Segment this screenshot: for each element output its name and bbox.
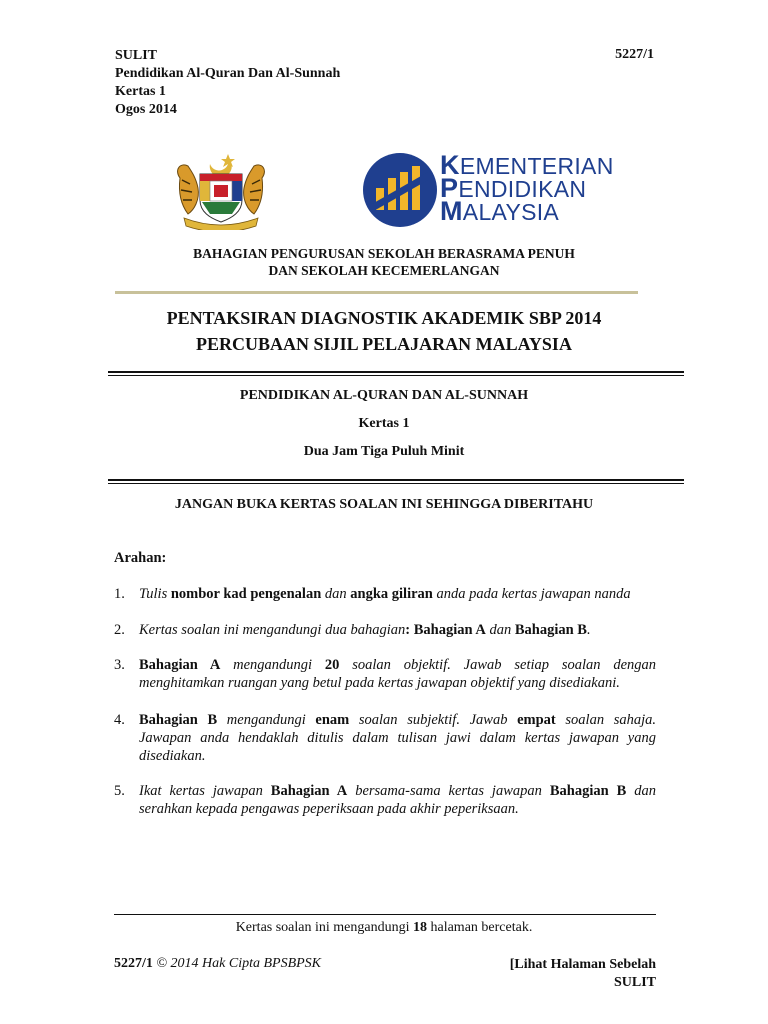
ministry-line1-rest: EMENTERIAN xyxy=(459,153,614,179)
instruction-fragment: bersama-sama kertas jawapan xyxy=(347,783,550,799)
instructions-label: Arahan: xyxy=(114,550,167,566)
instruction-number: 5. xyxy=(114,783,125,799)
instruction-emphasis: nombor kad pengenalan xyxy=(170,586,322,602)
exam-title-line: PENTAKSIRAN DIAGNOSTIK AKADEMIK SBP 2014 xyxy=(166,308,602,328)
classification-label: SULIT xyxy=(115,48,158,63)
instruction-item xyxy=(114,711,656,765)
instruction-fragment: anda pada kertas jawapan nanda xyxy=(432,586,631,602)
instruction-emphasis: enam xyxy=(315,712,350,728)
instruction-fragment: mengandungi xyxy=(217,712,316,728)
instruction-number: 2. xyxy=(114,622,125,638)
instruction-item xyxy=(114,621,656,639)
instruction-fragment: soalan subjektif. Jawab xyxy=(349,712,518,728)
instruction-number: 3. xyxy=(114,657,125,673)
instruction-emphasis: Bahagian B xyxy=(139,712,218,728)
instruction-emphasis: Bahagian B xyxy=(549,783,627,799)
subject-name: Pendidikan Al-Quran Dan Al-Sunnah xyxy=(115,66,341,81)
division-name xyxy=(0,245,768,279)
instruction-emphasis: Bahagian A xyxy=(139,657,221,673)
paper-number: Kertas 1 xyxy=(115,84,166,99)
instruction-text xyxy=(139,656,656,692)
exam-title xyxy=(0,305,768,357)
instruction-fragment: mengandungi xyxy=(220,657,325,673)
divider xyxy=(108,483,684,484)
ministry-wordmark xyxy=(440,150,614,226)
paper-title: Kertas 1 xyxy=(358,416,410,431)
footer-copyright xyxy=(114,956,321,972)
page-count: 18 xyxy=(412,920,427,935)
instruction-fragment: soalan sahaja. Jawapan anda hendaklah ditulis dalam tulisan jawi dalam kertas jawapan yang disediakan. xyxy=(139,712,657,764)
division-line: DAN SEKOLAH KECEMERLANGAN xyxy=(268,263,500,278)
instruction-fragment: dan xyxy=(321,586,351,602)
instruction-text xyxy=(139,621,656,639)
page-count-note xyxy=(0,920,768,936)
instruction-emphasis: : Bahagian A xyxy=(405,622,486,638)
instruction-emphasis: Bahagian B xyxy=(514,622,587,638)
subject-title: PENDIDIKAN AL-QURAN DAN AL-SUNNAH xyxy=(239,388,529,403)
exam-date: Ogos 2014 xyxy=(115,102,177,117)
warning-notice: JANGAN BUKA KERTAS SOALAN INI SEHINGGA DIBERITAHU xyxy=(174,497,594,512)
instruction-fragment: soalan objektif. Jawab setiap soalan dengan menghitamkan ruangan yang betul pada kertas jawapan objektif yang disediakani. xyxy=(139,657,657,691)
copyright-text: © 2014 Hak Cipta BPSBPSK xyxy=(152,956,322,971)
exam-title-line: PERCUBAAN SIJIL PELAJARAN MALAYSIA xyxy=(196,334,572,354)
instruction-emphasis: 20 xyxy=(324,657,340,673)
instruction-fragment: . xyxy=(586,622,591,638)
instruction-emphasis: empat xyxy=(517,712,556,728)
footer-classification: SULIT xyxy=(613,975,656,990)
footer-divider xyxy=(114,914,656,915)
instruction-emphasis: angka giliran xyxy=(350,586,433,602)
instruction-fragment: Ikat kertas jawapan xyxy=(139,783,271,799)
instruction-number: 1. xyxy=(114,586,125,602)
document-header xyxy=(115,47,340,119)
instruction-fragment: Kertas soalan ini mengandungi dua bahagian xyxy=(139,622,406,638)
instruction-fragment: dan xyxy=(485,622,515,638)
instruction-fragment: dan serahkan kepada pengawas peperiksaan pada akhir peperiksaan. xyxy=(139,783,656,817)
ministry-line2-cap: P xyxy=(440,173,459,203)
instruction-text xyxy=(139,585,656,603)
duration: Dua Jam Tiga Puluh Minit xyxy=(303,444,465,459)
ministry-line3-rest: ALAYSIA xyxy=(462,199,560,225)
ministry-line3-cap: M xyxy=(440,196,463,226)
ministry-logo-icon xyxy=(362,152,438,228)
instruction-text xyxy=(139,711,656,765)
page-count-pre: Kertas soalan ini mengandungi xyxy=(235,920,413,935)
page-count-post: halaman bercetak. xyxy=(426,920,533,935)
divider xyxy=(108,375,684,376)
coat-of-arms-icon xyxy=(170,150,272,230)
instruction-item xyxy=(114,585,656,603)
paper-code: 5227/1 xyxy=(615,47,654,62)
divider xyxy=(115,291,638,294)
footer-code: 5227/1 xyxy=(114,956,153,971)
footer-right xyxy=(510,956,656,992)
divider xyxy=(108,479,684,481)
ministry-line1-cap: K xyxy=(440,150,460,180)
instruction-item xyxy=(114,656,656,692)
instruction-number: 4. xyxy=(114,712,125,728)
ministry-line2-rest: ENDIDIKAN xyxy=(458,176,587,202)
instruction-item xyxy=(114,782,656,818)
instruction-text xyxy=(139,782,656,818)
instruction-emphasis: Bahagian A xyxy=(270,783,348,799)
divider xyxy=(108,371,684,373)
next-page-note: [Lihat Halaman Sebelah xyxy=(509,957,656,972)
instruction-fragment: Tulis xyxy=(139,586,171,602)
division-line: BAHAGIAN PENGURUSAN SEKOLAH BERASRAMA PENUH xyxy=(193,246,575,261)
